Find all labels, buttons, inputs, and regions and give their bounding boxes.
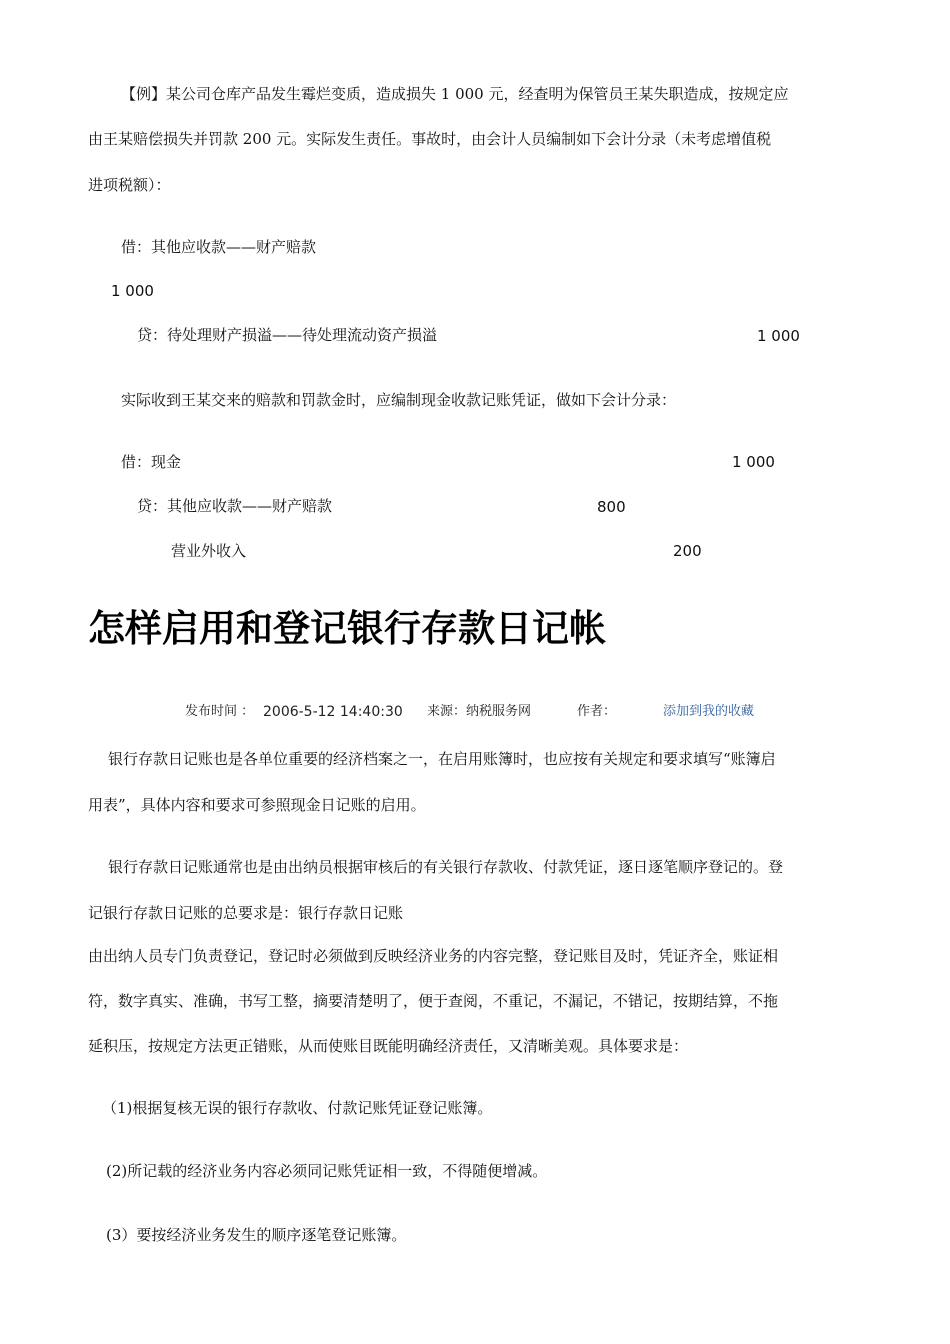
entry2-debit-amount: 1 000	[732, 453, 775, 471]
transition-text: 实际收到王某交来的赔款和罚款金时，应编制现金收款记账凭证，做如下会计分录：	[121, 391, 677, 409]
entry2-credit2-amount: 200	[673, 542, 702, 560]
para1-line-2: 用表”，具体内容和要求可参照现金日记账的启用。	[88, 796, 426, 814]
entry1-credit-amount: 1 000	[757, 327, 800, 345]
example-line-1: 【例】某公司仓库产品发生霉烂变质，造成损失 1 000 元，经查明为保管员王某失职造成，按规定应	[121, 85, 789, 103]
article-title: 怎样启用和登记银行存款日记帐	[88, 607, 606, 650]
para1-line-1: 银行存款日记账也是各单位重要的经济档案之一，在启用账簿时，也应按有关规定和要求填写“账簿启	[108, 750, 776, 768]
author-label: 作者：	[577, 704, 617, 719]
entry1-credit-label: 贷：待处理财产损溢——待处理流动资产损溢	[137, 326, 438, 344]
add-to-favorites-link[interactable]: 添加到我的收藏	[663, 704, 755, 719]
entry2-credit-amount: 800	[597, 498, 626, 516]
source-label: 来源：纳税服务网	[427, 704, 532, 719]
requirement-3: (3）要按经济业务发生的顺序逐笔登记账簿。	[106, 1226, 407, 1244]
para3-line-1: 由出纳人员专门负责登记，登记时必须做到反映经济业务的内容完整，登记账目及时，凭证齐全，账证相	[88, 947, 779, 965]
requirement-2: (2)所记载的经济业务内容必须同记账凭证相一致，不得随便增减。	[106, 1162, 548, 1180]
entry1-debit-amount: 1 000	[111, 282, 154, 300]
published-label: 发布时间 ：	[185, 704, 255, 719]
para3-line-3: 延积压，按规定方法更正错账，从而使账目既能明确经济责任，又清晰美观。具体要求是：	[88, 1037, 689, 1055]
entry2-debit-label: 借：现金	[121, 453, 182, 471]
example-line-2: 由王某赔偿损失并罚款 200 元。实际发生责任。事故时，由会计人员编制如下会计分录（未考虑增值税	[88, 130, 772, 148]
entry2-credit-label: 贷：其他应收款——财产赔款	[137, 497, 333, 515]
published-value: 2006-5-12 14:40:30	[263, 704, 403, 720]
example-line-3: 进项税额）：	[88, 176, 171, 194]
para3-line-2: 符，数字真实、准确，书写工整，摘要清楚明了，便于查阅，不重记，不漏记，不错记，按期结算，不拖	[88, 992, 779, 1010]
entry1-debit-label: 借：其他应收款——财产赔款	[121, 238, 317, 256]
entry2-credit2-label: 营业外收入	[171, 542, 247, 560]
para2-line-2: 记银行存款日记账的总要求是：银行存款日记账	[88, 904, 404, 922]
requirement-1: （1)根据复核无误的银行存款收、付款记账凭证登记账簿。	[102, 1099, 493, 1117]
para2-line-1: 银行存款日记账通常也是由出纳员根据审核后的有关银行存款收、付款凭证，逐日逐笔顺序登记的。登	[108, 858, 784, 876]
